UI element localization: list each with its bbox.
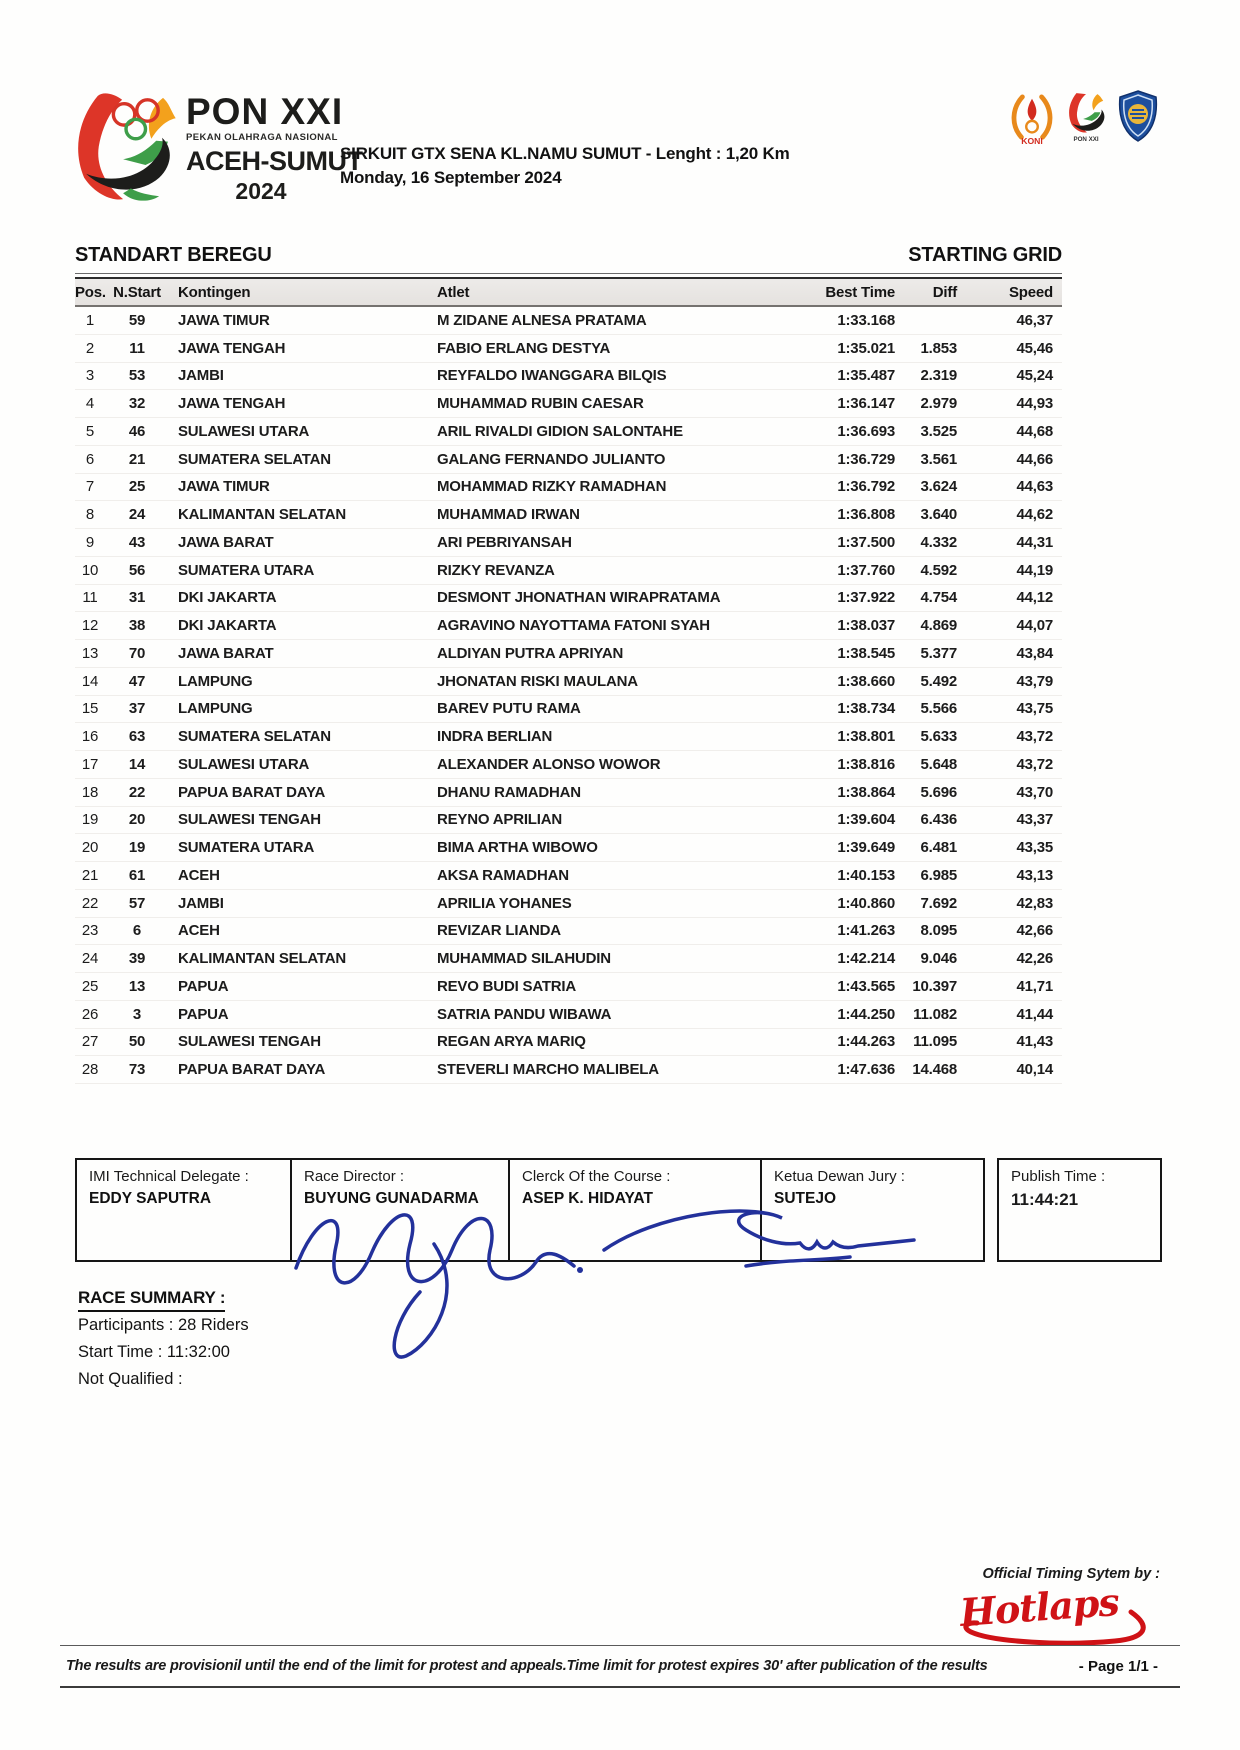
cell-kontingen: LAMPUNG [178,672,253,690]
cell-pos: 16 [81,728,99,746]
page-number: - Page 1/1 - [1078,1657,1158,1675]
cell-speed: 43,75 [1016,700,1053,718]
cell-speed: 44,07 [1016,617,1053,635]
cell-atlet: AGRAVINO NAYOTTAMA FATONI SYAH [437,617,710,635]
category-title: STANDART BEREGU [75,244,272,266]
cell-best_time: 1:38.545 [837,644,895,662]
cell-best_time: 1:37.922 [837,589,895,607]
col-header-best-time: Best Time [825,283,895,301]
cell-nstart: 19 [128,839,146,857]
table-row [75,585,1062,613]
cell-diff: 4.332 [920,533,957,551]
table-row [75,390,1062,418]
cell-nstart: 63 [128,728,146,746]
cell-best_time: 1:38.660 [837,672,895,690]
table-row [75,696,1062,724]
cell-pos: 14 [81,672,99,690]
cell-kontingen: JAMBI [178,367,224,385]
cell-atlet: GALANG FERNANDO JULIANTO [437,450,666,468]
table-row [75,723,1062,751]
cell-atlet: REYFALDO IWANGGARA BILQIS [437,367,667,385]
official-name: ASEP K. HIDAYAT [522,1190,653,1207]
cell-speed: 44,66 [1016,450,1053,468]
cell-diff: 5.633 [920,728,957,746]
cell-best_time: 1:36.693 [837,422,895,440]
cell-atlet: M ZIDANE ALNESA PRATAMA [437,311,647,329]
race-summary-title: RACE SUMMARY : [78,1288,225,1312]
cell-diff: 6.985 [920,866,957,884]
cell-atlet: AKSA RAMADHAN [437,866,569,884]
officials-signature-boxes [75,1158,985,1262]
cell-best_time: 1:42.214 [837,950,895,968]
cell-kontingen: ACEH [178,866,220,884]
cell-kontingen: JAWA TIMUR [178,478,270,496]
cell-nstart: 32 [128,395,146,413]
official-box-clerk-of-course [510,1160,762,1260]
cell-pos: 17 [81,755,99,773]
pon-xxi-logo-icon [68,92,186,204]
race-summary-not-qualified: Not Qualified : [78,1370,183,1388]
cell-diff: 5.492 [920,672,957,690]
cell-best_time: 1:43.565 [837,977,895,995]
cell-nstart: 13 [128,977,146,995]
race-summary-participants: Participants : 28 Riders [78,1316,249,1334]
cell-speed: 42,26 [1016,950,1053,968]
cell-best_time: 1:35.487 [837,367,895,385]
cell-best_time: 1:44.263 [837,1033,895,1051]
cell-kontingen: LAMPUNG [178,700,253,718]
cell-nstart: 38 [128,617,146,635]
cell-pos: 22 [81,894,99,912]
cell-atlet: MUHAMMAD SILAHUDIN [437,950,611,968]
cell-speed: 42,66 [1016,922,1053,940]
cell-speed: 44,62 [1016,506,1053,524]
cell-diff: 2.319 [920,367,957,385]
cell-best_time: 1:37.760 [837,561,895,579]
cell-speed: 43,35 [1016,839,1053,857]
official-label: Clerck Of the Course : [522,1168,671,1185]
cell-diff: 7.692 [920,894,957,912]
table-row [75,501,1062,529]
timing-system-block [945,1566,1160,1653]
cell-speed: 44,19 [1016,561,1053,579]
table-row [75,834,1062,862]
cell-kontingen: SUMATERA UTARA [178,839,315,857]
cell-atlet: ARI PEBRIYANSAH [437,533,572,551]
cell-pos: 15 [81,700,99,718]
cell-kontingen: PAPUA BARAT DAYA [178,1061,326,1079]
cell-kontingen: JAWA BARAT [178,533,274,551]
cell-nstart: 43 [128,533,146,551]
cell-speed: 44,12 [1016,589,1053,607]
hotlaps-logo-icon [945,1584,1160,1648]
col-header-kontingen: Kontingen [178,283,251,301]
cell-speed: 42,83 [1016,894,1053,912]
circuit-name: SIRKUIT GTX SENA KL.NAMU SUMUT - Lenght : 1,20 Km [340,144,790,163]
official-box-technical-delegate [77,1160,292,1260]
cell-atlet: JHONATAN RISKI MAULANA [437,672,638,690]
cell-atlet: ALEXANDER ALONSO WOWOR [437,755,661,773]
cell-best_time: 1:36.792 [837,478,895,496]
table-row [75,446,1062,474]
cell-pos: 24 [81,950,99,968]
cell-pos: 23 [81,922,99,940]
official-box-race-director [292,1160,510,1260]
cell-best_time: 1:39.649 [837,839,895,857]
cell-speed: 43,79 [1016,672,1053,690]
cell-diff: 6.436 [920,811,957,829]
cell-diff: 3.525 [920,422,957,440]
cell-diff: 5.648 [920,755,957,773]
cell-pos: 12 [81,617,99,635]
cell-speed: 44,63 [1016,478,1053,496]
cell-speed: 41,71 [1016,977,1053,995]
pon-subtitle: PEKAN OLAHRAGA NASIONAL [186,132,338,143]
cell-nstart: 73 [128,1061,146,1079]
cell-pos: 28 [81,1061,99,1079]
race-summary [78,1288,249,1393]
cell-diff: 5.566 [920,700,957,718]
cell-pos: 13 [81,644,99,662]
cell-kontingen: KALIMANTAN SELATAN [178,950,347,968]
cell-speed: 45,46 [1016,339,1053,357]
cell-nstart: 39 [128,950,146,968]
cell-kontingen: PAPUA [178,1005,229,1023]
cell-atlet: INDRA BERLIAN [437,728,553,746]
cell-best_time: 1:41.263 [837,922,895,940]
cell-atlet: MOHAMMAD RIZKY RAMADHAN [437,478,667,496]
cell-diff: 2.979 [920,395,957,413]
cell-speed: 40,14 [1016,1061,1053,1079]
cell-atlet: REVIZAR LIANDA [437,922,561,940]
cell-atlet: RIZKY REVANZA [437,561,555,579]
table-row [75,890,1062,918]
official-name: BUYUNG GUNADARMA [304,1190,479,1207]
grid-title: STARTING GRID [908,244,1062,266]
cell-speed: 46,37 [1016,311,1053,329]
cell-nstart: 47 [128,672,146,690]
cell-pos: 19 [81,811,99,829]
col-header-speed: Speed [1008,283,1053,301]
cell-best_time: 1:37.500 [837,533,895,551]
cell-nstart: 53 [128,367,146,385]
cell-best_time: 1:47.636 [837,1061,895,1079]
cell-kontingen: ACEH [178,922,220,940]
grid-body [75,307,1062,1084]
cell-speed: 41,43 [1016,1033,1053,1051]
event-date: Monday, 16 September 2024 [340,168,562,187]
cell-diff: 1.853 [920,339,957,357]
cell-diff: 4.592 [920,561,957,579]
table-row [75,335,1062,363]
cell-nstart: 57 [128,894,146,912]
cell-kontingen: PAPUA [178,977,229,995]
table-row [75,363,1062,391]
cell-atlet: STEVERLI MARCHO MALIBELA [437,1061,659,1079]
table-row [75,668,1062,696]
cell-nstart: 50 [128,1033,146,1051]
cell-best_time: 1:36.147 [837,395,895,413]
koni-logo-icon [1008,88,1056,148]
cell-speed: 43,13 [1016,866,1053,884]
cell-best_time: 1:36.729 [837,450,895,468]
cell-speed: 43,84 [1016,644,1053,662]
table-row [75,807,1062,835]
official-box-jury-chief [762,1160,983,1260]
cell-kontingen: SULAWESI UTARA [178,755,310,773]
footer-disclaimer: The results are provisionil until the end of the limit for protest and appeals.Time limit for protest expires 30' after publication of the results [66,1658,988,1674]
cell-speed: 43,70 [1016,783,1053,801]
cell-best_time: 1:38.734 [837,700,895,718]
cell-kontingen: JAWA TIMUR [178,311,270,329]
cell-best_time: 1:38.801 [837,728,895,746]
col-header-atlet: Atlet [437,283,470,301]
cell-nstart: 46 [128,422,146,440]
cell-speed: 44,68 [1016,422,1053,440]
table-row [75,862,1062,890]
svg-text:Hotlaps: Hotlaps [958,1584,1121,1635]
cell-diff: 5.377 [920,644,957,662]
cell-atlet: APRILIA YOHANES [437,894,572,912]
cell-pos: 20 [81,839,99,857]
cell-atlet: BAREV PUTU RAMA [437,700,581,718]
cell-speed: 41,44 [1016,1005,1053,1023]
cell-atlet: ARIL RIVALDI GIDION SALONTAHE [437,422,683,440]
table-header-row [75,277,1062,307]
cell-diff: 3.561 [920,450,957,468]
organization-logos [1008,88,1160,148]
cell-best_time: 1:40.153 [837,866,895,884]
cell-speed: 44,93 [1016,395,1053,413]
official-label: Race Director : [304,1168,405,1185]
cell-speed: 44,31 [1016,533,1053,551]
official-label: IMI Technical Delegate : [89,1168,249,1185]
cell-pos: 25 [81,977,99,995]
cell-kontingen: DKI JAKARTA [178,589,277,607]
table-row [75,612,1062,640]
cell-kontingen: JAWA TENGAH [178,339,286,357]
cell-pos: 26 [81,1005,99,1023]
section-titles [75,244,1062,274]
cell-best_time: 1:36.808 [837,506,895,524]
svg-text:PON XXI: PON XXI [1073,135,1099,143]
official-label: Ketua Dewan Jury : [774,1168,905,1185]
cell-kontingen: PAPUA BARAT DAYA [178,783,326,801]
cell-nstart: 31 [128,589,146,607]
event-info [340,142,790,190]
cell-kontingen: SUMATERA SELATAN [178,728,331,746]
cell-diff: 10.397 [912,977,957,995]
cell-nstart: 21 [128,450,146,468]
table-row [75,529,1062,557]
timing-system-label: Official Timing Sytem by : [982,1566,1160,1582]
official-name: SUTEJO [774,1190,837,1207]
table-row [75,557,1062,585]
table-row [75,418,1062,446]
cell-atlet: DHANU RAMADHAN [437,783,581,801]
svg-text:KONI: KONI [1021,135,1043,146]
cell-atlet: REGAN ARYA MARIQ [437,1033,586,1051]
cell-kontingen: SUMATERA UTARA [178,561,315,579]
footer [60,1645,1180,1688]
table-row [75,779,1062,807]
cell-diff: 6.481 [920,839,957,857]
cell-nstart: 37 [128,700,146,718]
pon-host: ACEH-SUMUT [186,146,363,176]
cell-diff: 4.869 [920,617,957,635]
cell-nstart: 24 [128,506,146,524]
cell-nstart: 25 [128,478,146,496]
cell-diff: 3.640 [920,506,957,524]
cell-speed: 43,72 [1016,755,1053,773]
pon-title: PON XXI [186,91,344,132]
cell-kontingen: KALIMANTAN SELATAN [178,506,347,524]
cell-kontingen: SULAWESI UTARA [178,422,310,440]
cell-atlet: MUHAMMAD RUBIN CAESAR [437,395,644,413]
cell-atlet: MUHAMMAD IRWAN [437,506,580,524]
pon-xxi-small-logo-icon [1065,88,1107,148]
table-row [75,1056,1062,1084]
cell-speed: 45,24 [1016,367,1053,385]
table-row [75,751,1062,779]
cell-best_time: 1:44.250 [837,1005,895,1023]
table-row [75,640,1062,668]
cell-pos: 8 [85,506,95,524]
cell-nstart: 14 [128,755,146,773]
cell-atlet: BIMA ARTHA WIBOWO [437,839,598,857]
cell-best_time: 1:39.604 [837,811,895,829]
table-row [75,945,1062,973]
cell-best_time: 1:38.037 [837,617,895,635]
cell-diff: 5.696 [920,783,957,801]
starting-grid-table [75,244,1062,1084]
table-row [75,918,1062,946]
cell-pos: 6 [85,450,95,468]
cell-atlet: SATRIA PANDU WIBAWA [437,1005,612,1023]
cell-best_time: 1:38.816 [837,755,895,773]
cell-diff: 4.754 [920,589,957,607]
cell-pos: 3 [85,367,95,385]
cell-kontingen: DKI JAKARTA [178,617,277,635]
cell-pos: 10 [81,561,99,579]
cell-pos: 9 [85,533,95,551]
cell-diff: 3.624 [920,478,957,496]
cell-nstart: 56 [128,561,146,579]
cell-nstart: 3 [132,1005,142,1023]
race-summary-start-time: Start Time : 11:32:00 [78,1343,230,1361]
cell-atlet: FABIO ERLANG DESTYA [437,339,611,357]
cell-pos: 5 [85,422,95,440]
cell-nstart: 11 [129,339,145,357]
cell-kontingen: SULAWESI TENGAH [178,811,321,829]
imi-logo-icon [1116,88,1160,144]
publish-time-box [997,1158,1162,1262]
publish-time-value: 11:44:21 [1011,1190,1079,1209]
cell-kontingen: JAMBI [178,894,224,912]
cell-pos: 4 [85,395,95,413]
cell-pos: 2 [85,339,95,357]
cell-diff: 8.095 [920,922,957,940]
cell-nstart: 70 [128,644,146,662]
cell-nstart: 59 [128,311,146,329]
cell-kontingen: SULAWESI TENGAH [178,1033,321,1051]
cell-atlet: REVO BUDI SATRIA [437,977,577,995]
cell-diff: 11.082 [913,1005,957,1023]
table-row [75,973,1062,1001]
col-header-nstart: N.Start [113,283,161,301]
cell-best_time: 1:35.021 [837,339,895,357]
cell-pos: 11 [82,589,98,607]
cell-pos: 7 [85,478,95,496]
cell-pos: 18 [81,783,99,801]
cell-nstart: 20 [128,811,146,829]
cell-kontingen: JAWA TENGAH [178,395,286,413]
cell-diff: 14.468 [912,1061,957,1079]
table-row [75,474,1062,502]
col-header-diff: Diff [932,283,957,301]
cell-diff: 11.095 [913,1033,957,1051]
cell-nstart: 6 [132,922,142,940]
cell-best_time: 1:40.860 [837,894,895,912]
cell-atlet: REYNO APRILIAN [437,811,562,829]
cell-pos: 1 [85,311,95,329]
publish-time-label: Publish Time : [1011,1168,1106,1185]
table-row [75,1001,1062,1029]
cell-atlet: DESMONT JHONATHAN WIRAPRATAMA [437,589,721,607]
cell-speed: 43,37 [1016,811,1053,829]
cell-nstart: 61 [128,866,146,884]
table-row [75,307,1062,335]
table-row [75,1029,1062,1057]
pon-year: 2024 [235,178,287,204]
cell-kontingen: JAWA BARAT [178,644,274,662]
official-name: EDDY SAPUTRA [89,1190,212,1207]
cell-best_time: 1:33.168 [837,311,895,329]
cell-best_time: 1:38.864 [837,783,895,801]
cell-pos: 27 [81,1033,99,1051]
cell-nstart: 22 [128,783,146,801]
cell-diff: 9.046 [920,950,957,968]
col-header-pos: Pos. [75,283,106,301]
cell-kontingen: SUMATERA SELATAN [178,450,331,468]
cell-pos: 21 [81,866,99,884]
cell-speed: 43,72 [1016,728,1053,746]
cell-atlet: ALDIYAN PUTRA APRIYAN [437,644,624,662]
